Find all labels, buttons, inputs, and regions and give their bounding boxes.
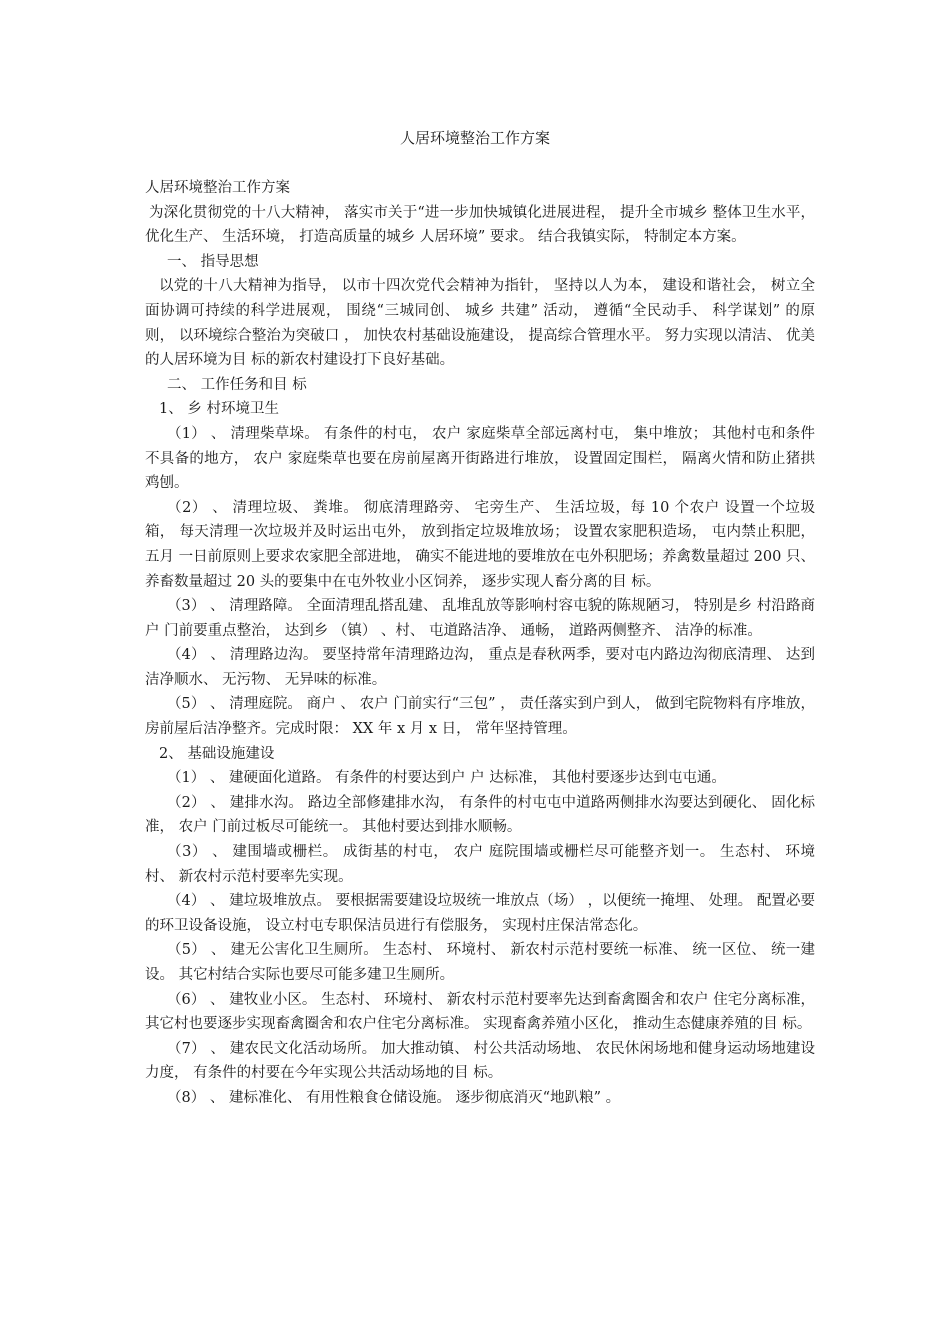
list-item: （5） 、 建无公害化卫生厕所。 生态村、 环境村、 新农村示范村要统一标准、 统一区位、 统一建设。 其它村结合实际也要尽可能多建卫生厕所。 [145, 942, 815, 983]
list-item: （4） 、 建垃圾堆放点。 要根据需要建设垃圾统一堆放点（场） ，以便统一掩埋、 处理。 配置必要的环卫设备设施， 设立村屯专职保洁员进行有偿服务， 实现村庄保洁常态化。 [145, 893, 815, 934]
intro-paragraph: 为深化贯彻党的十八大精神， 落实市关于“进一步加快城镇化进展进程， 提升全市城乡 整体卫生水平， 优化生产、 生活环境， 打造高质量的城乡 人居环境” 要求。 结合我镇实际， 特制定本方案。 [145, 204, 815, 246]
section-heading-2: 二、 工作任务和目 标 [167, 376, 307, 393]
list-item: （3） 、 清理路障。 全面清理乱搭乱建、 乱堆乱放等影响村容屯貌的陈规陋习， 特别是乡 村沿路商户 门前要重点整治， 达到乡 （镇） 、村、 屯道路洁净、 通畅， 道路两侧整齐、 洁净的标准。 [145, 598, 815, 639]
list-item: （2） 、 建排水沟。 路边全部修建排水沟， 有条件的村屯屯中道路两侧排水沟要达到硬化、 固化标准， 农户 门前过板尽可能统一。 其他村要达到排水顺畅。 [145, 794, 815, 836]
doc-heading: 人居环境整治工作方案 [145, 180, 290, 196]
section-heading-1: 一、 指导思想 [167, 253, 259, 270]
subsection-heading-1: 1、 乡 村环境卫生 [159, 401, 279, 418]
list-item: （8） 、 建标准化、 有用性粮食仓储设施。 逐步彻底消灭“地趴粮” 。 [167, 1089, 621, 1106]
list-item: （3） 、 建围墙或栅栏。 成街基的村屯， 农户 庭院围墙或栅栏尽可能整齐划一。 生态村、 环境村、 新农村示范村要率先实现。 [145, 844, 815, 885]
list-item: （1） 、 建硬面化道路。 有条件的村要达到户 户 达标准， 其他村要逐步达到屯屯通。 [167, 770, 726, 787]
list-item: （1） 、 清理柴草垛。 有条件的村屯， 农户 家庭柴草全部远离村屯， 集中堆放； 其他村屯和条件不具备的地方， 农户 家庭柴草也要在房前屋离开街路进行堆放， 设置固定围栏， 隔离火情和防止猪拱鸡刨。 [145, 425, 815, 492]
document-body [145, 176, 815, 1111]
list-item: （5） 、 清理庭院。 商户 、 农户 门前实行“三包” ， 责任落实到户到人， 做到宅院物料有序堆放， 房前屋后洁净整齐。完成时限： XX 年 x 月 x 日， 常年坚持管理。 [145, 696, 815, 738]
guiding-thought-paragraph: 以党的十八大精神为指导， 以市十四次党代会精神为指针， 坚持以人为本， 建设和谐社会， 树立全面协调可持续的科学进展观， 围绕“三城同创、 城乡 共建” 活动， 遵循“全民动手、 科学谋划” 的原则， 以环境综合整治为突破口 ， 加快农村基础设施建设， 提高综合管理水平。 努力实现以清洁、 优美的人居环境为目 标的新农村建设打下良好基础。 [145, 278, 815, 369]
list-item: （2） 、 清理垃圾、 粪堆。 彻底清理路旁、 宅旁生产、 生活垃圾，每 10 个农户 设置一个垃圾箱， 每天清理一次垃圾并及时运出屯外， 放到指定垃圾堆放场； 设置农家肥积造场， 屯内禁止积肥， 五月 一日前原则上要求农家肥全部进地， 确实不能进地的要堆放在屯外积肥场；养禽数量超过 200 只、 养畜数量超过 20 头的要集中在屯外牧业小区饲养， 逐步实现人畜分离的目 标。 [145, 499, 815, 590]
list-item: （4） 、 清理路边沟。 要坚持常年清理路边沟， 重点是春秋两季，要对屯内路边沟彻底清理、 达到洁净顺水、 无污物、 无异味的标准。 [145, 647, 815, 688]
subsection-heading-2: 2、 基础设施建设 [159, 745, 275, 762]
list-item: （6） 、 建牧业小区。 生态村、 环境村、 新农村示范村要率先达到畜禽圈舍和农户 住宅分离标准， 其它村也要逐步实现畜禽圈舍和农户住宅分离标准。 实现畜禽养殖小区化， 推动生态健康养殖的目 标。 [145, 991, 815, 1033]
page-title: 人居环境整治工作方案 [399, 129, 550, 147]
list-item: （7） 、 建农民文化活动场所。 加大推动镇、 村公共活动场地、 农民休闲场地和健身运动场地建设力度， 有条件的村要在今年实现公共活动场地的目 标。 [145, 1040, 815, 1082]
